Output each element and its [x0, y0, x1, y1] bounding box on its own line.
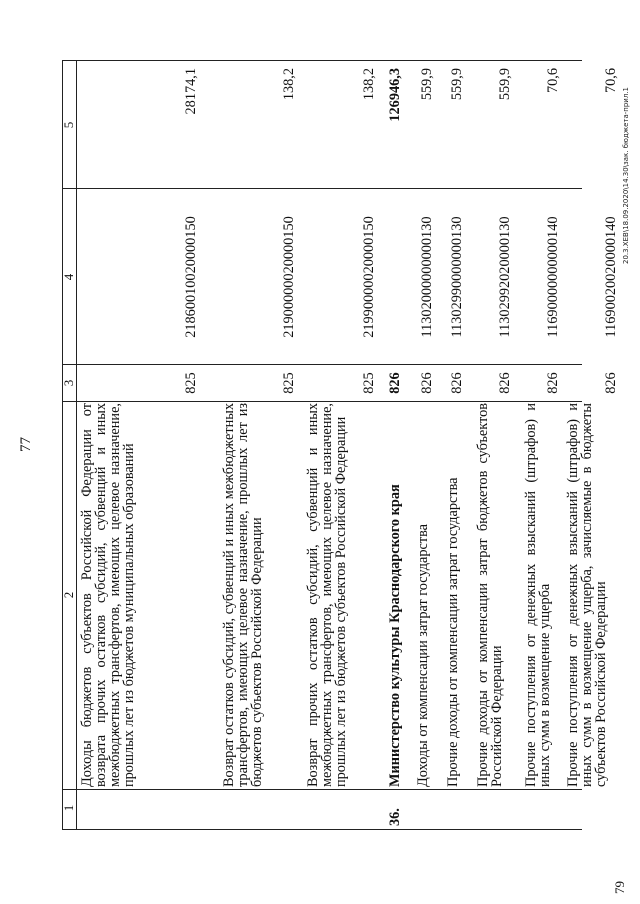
row-budget-code: 21900000020000150	[281, 216, 297, 338]
table-row	[222, 60, 296, 830]
row-budget-code: 11690020020000140	[603, 216, 619, 338]
header-cell: 4	[61, 273, 76, 281]
page-number-top: 77	[18, 437, 34, 452]
row-name: Доходы бюджетов субъектов Российской Федерации от возврата прочих остатков субсидий, субвенций и иных межбюджетных трансфертов, имеющих целевое назначение, прошлых лет из бюджетов муниципальных образований	[79, 403, 137, 787]
header-cell: 2	[61, 591, 76, 599]
row-admin-code: 826	[497, 372, 513, 394]
row-name: Министерство культуры Краснодарского края	[387, 484, 403, 787]
row-admin-code: 826	[419, 372, 435, 394]
file-stamp: 20.3.XEB\18.09.2020\14.30\зак. бюджета-прил.1	[622, 87, 630, 264]
row-admin-code: 825	[281, 372, 297, 394]
row-amount: 28174,1	[183, 68, 199, 115]
row-admin-code: 825	[183, 372, 199, 394]
row-budget-code: 11690000000000140	[545, 216, 561, 338]
row-amount: 138,2	[281, 68, 297, 101]
row-admin-code: 826	[545, 372, 561, 394]
row-name: Прочие поступления от денежных взысканий (штрафов) и иных сумм в возмещение ущерба	[523, 403, 553, 787]
header-cell: 5	[61, 121, 76, 129]
table-row	[476, 60, 512, 830]
row-budget-code: 11302990000000130	[449, 216, 465, 338]
table-row	[306, 60, 376, 830]
row-number: 36.	[387, 808, 403, 826]
page-number-bottom: 79	[612, 881, 627, 894]
row-amount: 70,6	[603, 68, 619, 94]
budget-table	[61, 60, 619, 830]
row-amount: 559,9	[419, 68, 435, 101]
row-name: Возврат остатков субсидий, субвенций и иных межбюджетных трансфертов, имеющих целевое назначение, прошлых лет из бюджетов субъектов Российской Федерации	[221, 403, 265, 787]
row-amount: 559,9	[449, 68, 465, 101]
row-name: Возврат прочих остатков субсидий, субвенций и иных межбюджетных трансфертов, имеющих целевое назначение, прошлых лет из бюджетов субъектов Российской Федерации	[305, 403, 349, 787]
row-amount: 559,9	[497, 68, 513, 101]
row-admin-code: 826	[603, 372, 619, 394]
row-amount: 70,6	[545, 68, 561, 94]
table-header-row	[62, 60, 76, 830]
row-admin-code: 825	[361, 372, 377, 394]
row-name: Доходы от компенсации затрат государства	[415, 524, 431, 787]
header-cell: 3	[61, 379, 76, 387]
table-row	[566, 60, 618, 830]
row-budget-code: 21860010020000150	[183, 216, 199, 338]
row-amount: 138,2	[361, 68, 377, 101]
table-row-section	[382, 60, 402, 830]
row-name: Прочие поступления от денежных взысканий (штрафов) и иных сумм в возмещение ущерба, зачисляемые в бюджеты субъектов Российской Федерации	[565, 403, 609, 787]
table-row	[524, 60, 560, 830]
row-admin-code: 826	[449, 372, 465, 394]
row-budget-code: 11302992020000130	[497, 216, 513, 338]
table-row	[80, 60, 198, 830]
row-budget-code: 21990000020000150	[361, 216, 377, 338]
table-row	[446, 60, 464, 830]
row-budget-code: 11302000000000130	[419, 216, 435, 338]
table-row	[416, 60, 434, 830]
row-admin-code: 826	[387, 372, 403, 394]
header-cell: 1	[61, 804, 76, 812]
row-name: Прочие доходы от компенсации затрат бюджетов субъектов Российской Федерации	[475, 403, 505, 787]
row-name: Прочие доходы от компенсации затрат государства	[445, 477, 461, 787]
row-amount: 126946,3	[387, 68, 403, 122]
table-border	[76, 60, 77, 830]
